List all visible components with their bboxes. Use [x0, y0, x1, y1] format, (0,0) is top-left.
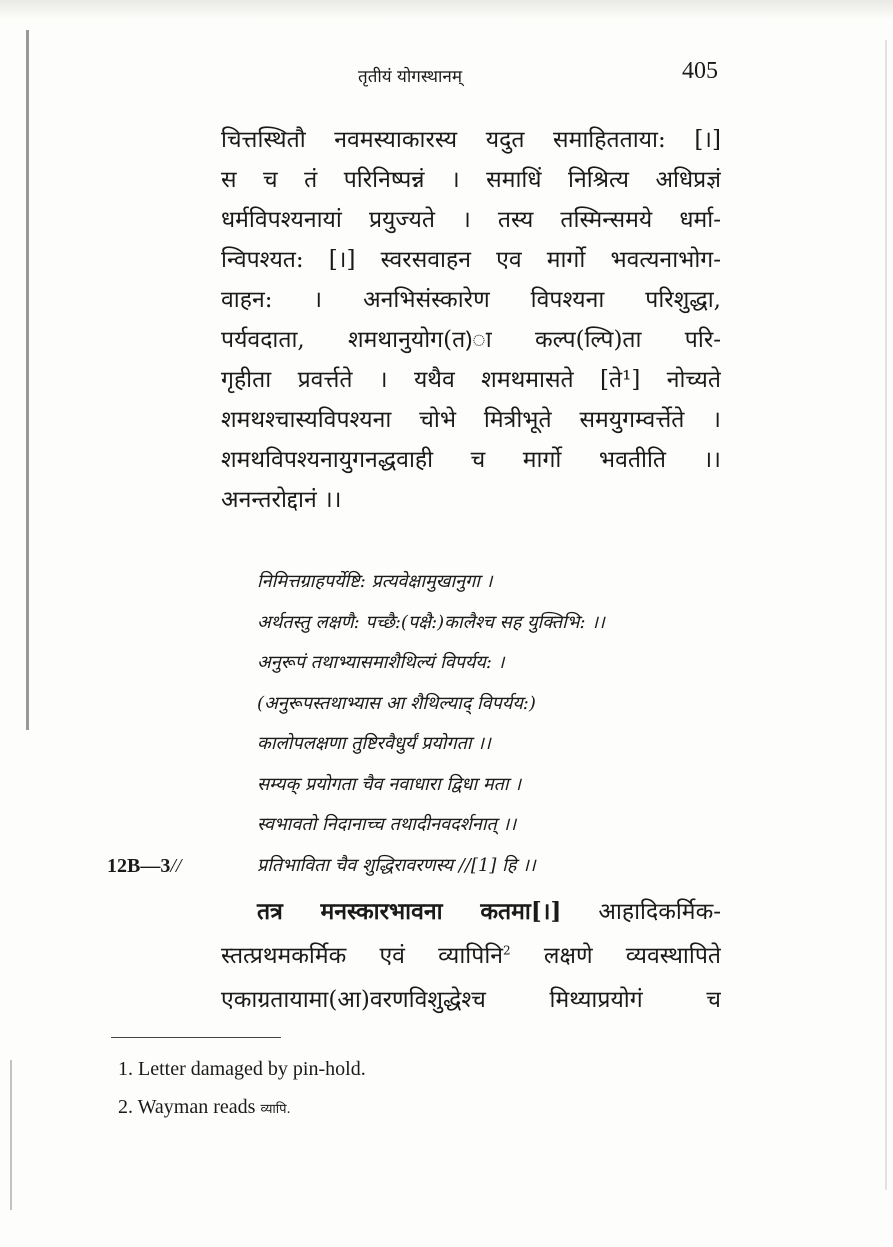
footnote-number: 2. [118, 1096, 133, 1118]
text-line: पर्यवदाता, शमथानुयोग(त)ा कल्प(ल्पि)ता परि- [221, 327, 721, 353]
text-line: एकाग्रतायामा(आ)वरणविशुद्धेश्च मिथ्याप्रयोगं च [221, 987, 721, 1013]
text-line: शमथविपश्यनायुगनद्धवाही च मार्गो भवतीति ।। [221, 447, 721, 473]
footnote-text: Wayman reads [137, 1096, 256, 1118]
page-number: 405 [682, 58, 718, 84]
verse-line: स्वभावतो निदानाच्च तथादीनवदर्शनात् ।। [257, 814, 517, 835]
scan-shadow-left [26, 30, 29, 730]
text-line [221, 934, 721, 978]
verse-line: (अनुरूपस्तथाभ्यास आ शैथिल्याद् विपर्यय:) [257, 692, 536, 714]
footnote-text: Letter damaged by pin-hold. [138, 1058, 366, 1080]
page-header [0, 58, 893, 98]
verse-line: सम्यक् प्रयोगता चैव नवाधारा द्विधा मता । [257, 773, 522, 795]
footnote-marker: 2 [503, 943, 511, 958]
verse-block [257, 562, 717, 886]
footnote-devanagari: व्यापि. [260, 1102, 291, 1117]
text-line: धर्मविपश्यनायां प्रयुज्यते । तस्य तस्मिन्समये धर्मा- [221, 207, 721, 233]
text-segment: आहादिकर्मिक- [598, 899, 721, 925]
footnotes [118, 1050, 366, 1126]
text-line: चित्तस्थितौ नवमस्याकारस्य यदुत समाहितताया: [।] [221, 127, 721, 153]
footnote [118, 1088, 366, 1126]
text-line: शमथश्चास्यविपश्यना चोभे मित्रीभूते समयुगम्वर्त्तेते । [221, 407, 721, 433]
second-paragraph [221, 890, 721, 1022]
bracket-danda: [।] [530, 898, 562, 925]
verse-line: अर्थतस्तु लक्षणै: पच्छै:(पक्षै:)कालैश्च सह युक्तिभि: ।। [257, 611, 605, 633]
text-line: स च तं परिनिष्पन्नं । समाधिं निश्रित्य अधिप्रज्ञं [221, 167, 721, 193]
footnote-number: 1. [118, 1058, 133, 1080]
scan-shadow-right [885, 40, 887, 1190]
folio-reference [107, 855, 181, 878]
folio-number: 12B—3 [107, 855, 171, 877]
text-line: अनन्तरोद्दानं ।। [221, 487, 342, 513]
section-heading: तत्र मनस्कारभावना कतमा [257, 898, 531, 925]
text-line: वाहन: । अनभिसंस्कारेण विपश्यना परिशुद्धा, [221, 287, 721, 313]
footnote-divider [111, 1037, 281, 1038]
text-segment: लक्षणे व्यवस्थापिते [543, 943, 721, 969]
main-paragraph [221, 120, 721, 520]
text-segment: स्तत्प्रथमकर्मिक एवं व्यापिनि [221, 943, 504, 969]
text-line: गृहीता प्रवर्त्तते । यथैव शमथमासते [ते¹] नोच्यते [221, 367, 721, 393]
footnote [118, 1050, 366, 1088]
scan-shadow-left-lower [10, 1060, 12, 1210]
verse-line: कालोपलक्षणा तुष्टिरवैधुर्यं प्रयोगता ।। [257, 733, 491, 754]
text-line [221, 890, 721, 934]
folio-slashes: // [170, 855, 182, 877]
verse-line: प्रतिभाविता चैव शुद्धिरावरणस्य //[1] हि ।। [257, 854, 536, 876]
running-title: तृतीयं योगस्थानम् [358, 67, 463, 87]
verse-line: अनुरूपं तथाभ्यासमाशैथिल्यं विपर्यय: । [257, 652, 505, 673]
text-line: न्विपश्यत: [।] स्वरसवाहन एव मार्गो भवत्यनाभोग- [221, 247, 721, 273]
scan-shadow-top [0, 0, 893, 20]
verse-line: निमित्तग्राहपर्येष्टि: प्रत्यवेक्षामुखानुगा । [257, 571, 493, 592]
